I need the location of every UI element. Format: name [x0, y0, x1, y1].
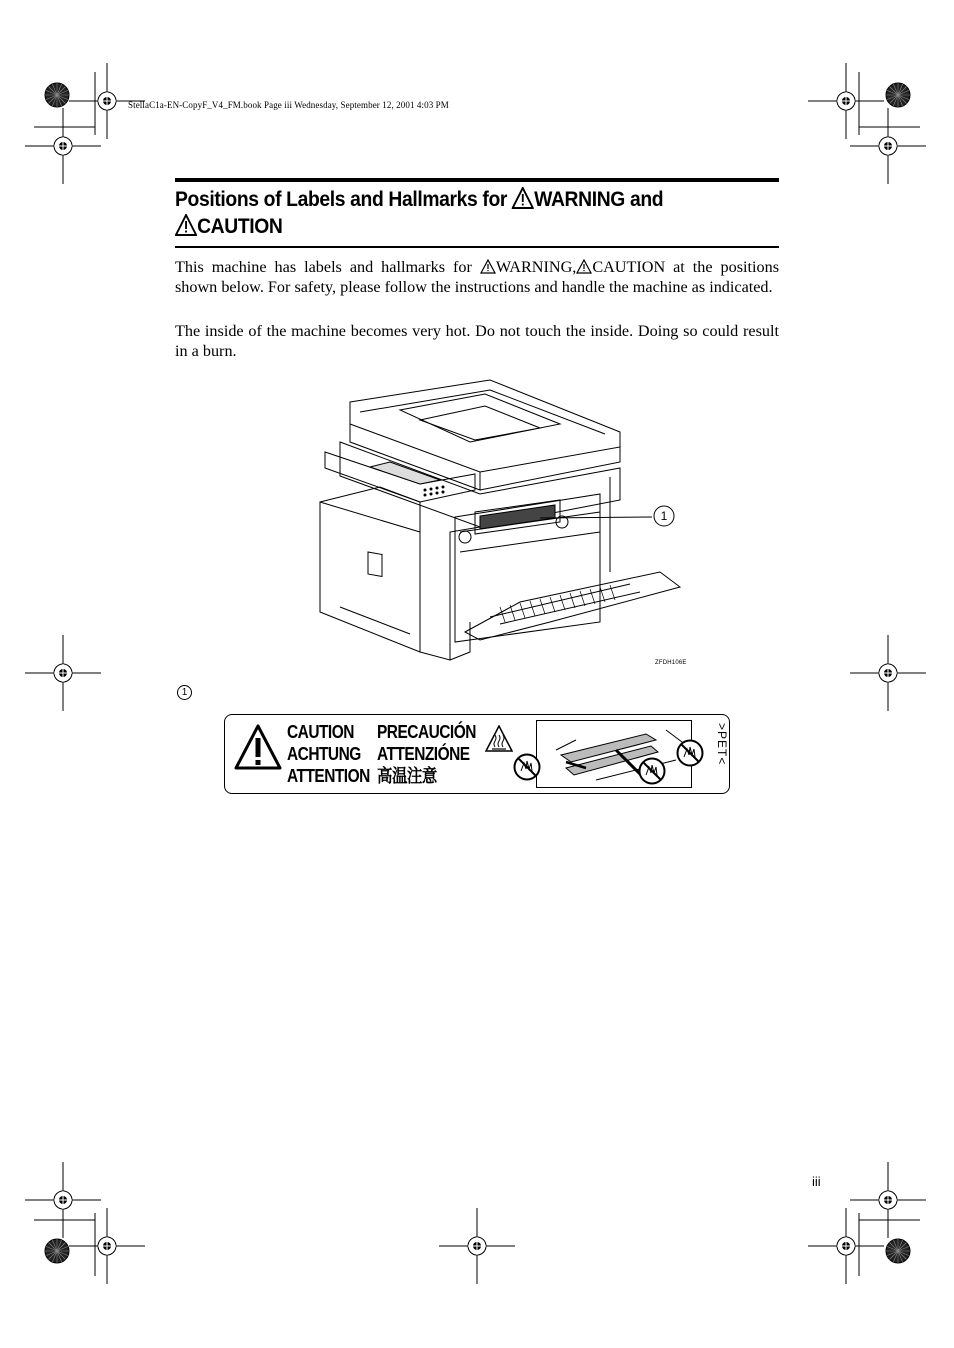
label-column-2 — [377, 721, 476, 787]
label-column-1 — [287, 721, 370, 787]
title-text: Positions of Labels and Hallmarks for — [175, 188, 513, 211]
file-info-header: StellaC1a-EN-CopyF_V4_FM.book Page iii Wednesday, September 12, 2001 4:03 PM — [128, 100, 449, 110]
caution-label — [224, 714, 730, 794]
intro-text-c: CAUTION at the positions shown below. For safety, please follow the instructions and handle the machine as indicated. — [175, 258, 779, 296]
copier-illustration — [300, 372, 690, 662]
caution-triangle-icon — [576, 259, 592, 274]
intro-text-a: This machine has labels and hallmarks for — [175, 258, 480, 276]
caution-triangle-icon — [175, 214, 197, 236]
warning-triangle-icon — [480, 259, 496, 274]
pet-marking: >PET< — [715, 723, 729, 766]
fuser-illustration — [536, 720, 692, 788]
label-attention: ATTENTION — [287, 766, 370, 786]
title-caution-text: CAUTION — [197, 215, 283, 238]
label-chinese: 高温注意 — [377, 766, 437, 786]
label-caution: CAUTION — [287, 722, 354, 742]
no-touch-hand-icon — [513, 753, 541, 781]
title-warning-text: WARNING and — [534, 188, 664, 211]
figure-callout-number: 1 — [660, 509, 668, 523]
no-touch-hand-icon — [676, 739, 704, 767]
label-precaucion: PRECAUCIÓN — [377, 722, 476, 742]
label-achtung: ACHTUNG — [287, 744, 361, 764]
hot-surface-icon — [485, 725, 513, 753]
no-touch-hand-icon — [638, 757, 666, 785]
figure-code: ZFDH106E — [655, 660, 687, 666]
intro-text-b: WARNING, — [495, 258, 577, 276]
page-number: iii — [812, 1174, 821, 1189]
title-rule-bottom — [175, 246, 779, 248]
hot-warning-paragraph: The inside of the machine becomes very hot. Do not touch the inside. Doing so could result in a burn. — [175, 322, 779, 360]
caution-triangle-icon — [233, 723, 283, 771]
warning-triangle-icon — [512, 187, 534, 209]
intro-paragraph — [175, 257, 779, 297]
section-title — [175, 186, 731, 240]
label-callout-number: 1 — [177, 685, 192, 700]
label-attenzione: ATTENZIÓNE — [377, 744, 470, 764]
title-rule-top — [175, 178, 779, 182]
